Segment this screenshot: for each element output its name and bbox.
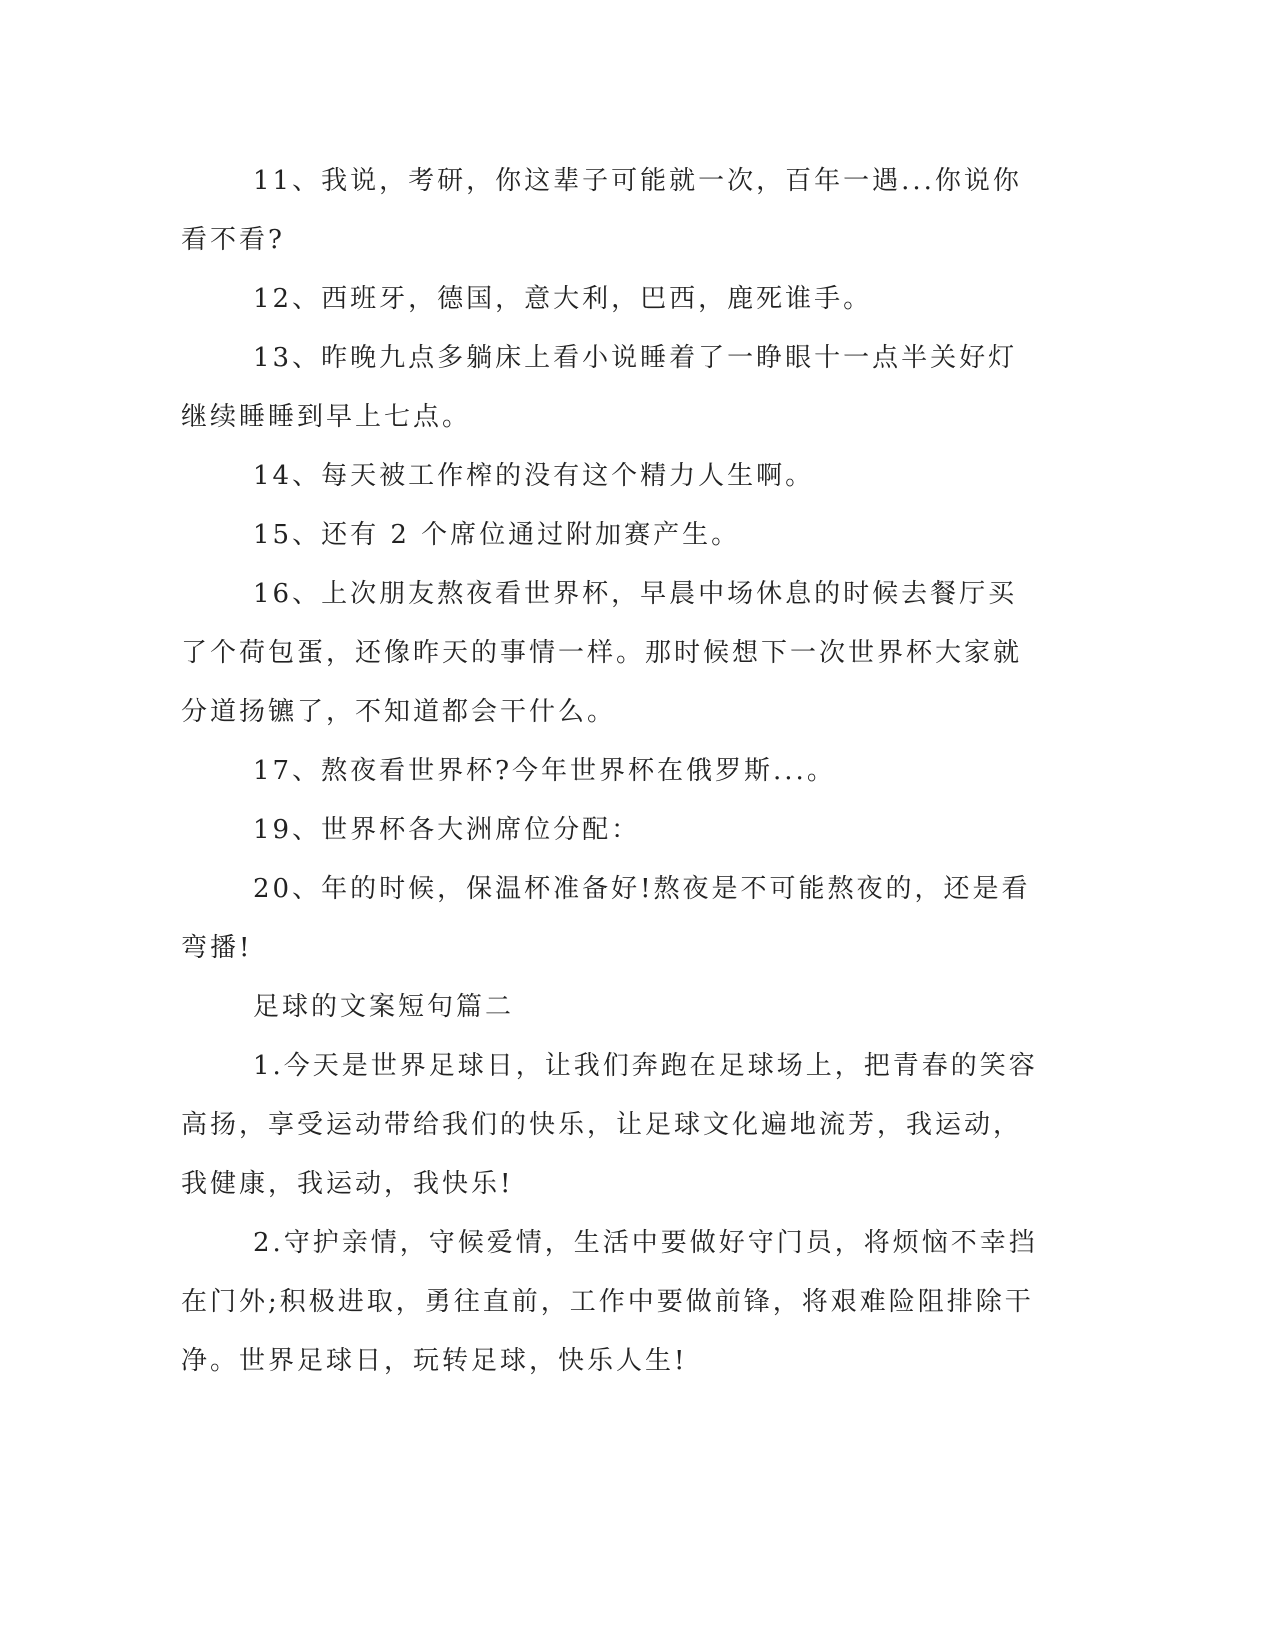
paragraph-item-2: 2.守护亲情，守候爱情，生活中要做好守门员，将烦恼不幸挡在门外;积极进取，勇往直前，工作中要做前锋，将艰难险阻排除干净。世界足球日，玩转足球，快乐人生! <box>181 1228 1038 1376</box>
document-body <box>181 152 1043 1391</box>
paragraph-19: 19、世界杯各大洲席位分配： <box>253 815 641 845</box>
paragraph-16: 16、上次朋友熬夜看世界杯，早晨中场休息的时候去餐厅买了个荷包蛋，还像昨天的事情一样。那时候想下一次世界杯大家就分道扬镳了，不知道都会干什么。 <box>181 579 1023 727</box>
paragraph-item-1: 1.今天是世界足球日，让我们奔跑在足球场上，把青春的笑容高扬，享受运动带给我们的快乐，让足球文化遍地流芳，我运动，我健康，我运动，我快乐! <box>181 1051 1038 1199</box>
paragraph-15: 15、还有 2 个席位通过附加赛产生。 <box>253 520 741 550</box>
paragraph-12: 12、西班牙，德国，意大利，巴西，鹿死谁手。 <box>253 284 873 314</box>
section-heading: 足球的文案短句篇二 <box>253 992 515 1022</box>
paragraph-11: 11、我说，考研，你这辈子可能就一次，百年一遇...你说你看不看? <box>181 166 1022 255</box>
paragraph-17: 17、熬夜看世界杯?今年世界杯在俄罗斯...。 <box>253 756 836 786</box>
paragraph-20: 20、年的时候，保温杯准备好!熬夜是不可能熬夜的，还是看弯播! <box>181 874 1031 963</box>
paragraph-14: 14、每天被工作榨的没有这个精力人生啊。 <box>253 461 815 491</box>
paragraph-13: 13、昨晚九点多躺床上看小说睡着了一睁眼十一点半关好灯继续睡睡到早上七点。 <box>181 343 1018 432</box>
